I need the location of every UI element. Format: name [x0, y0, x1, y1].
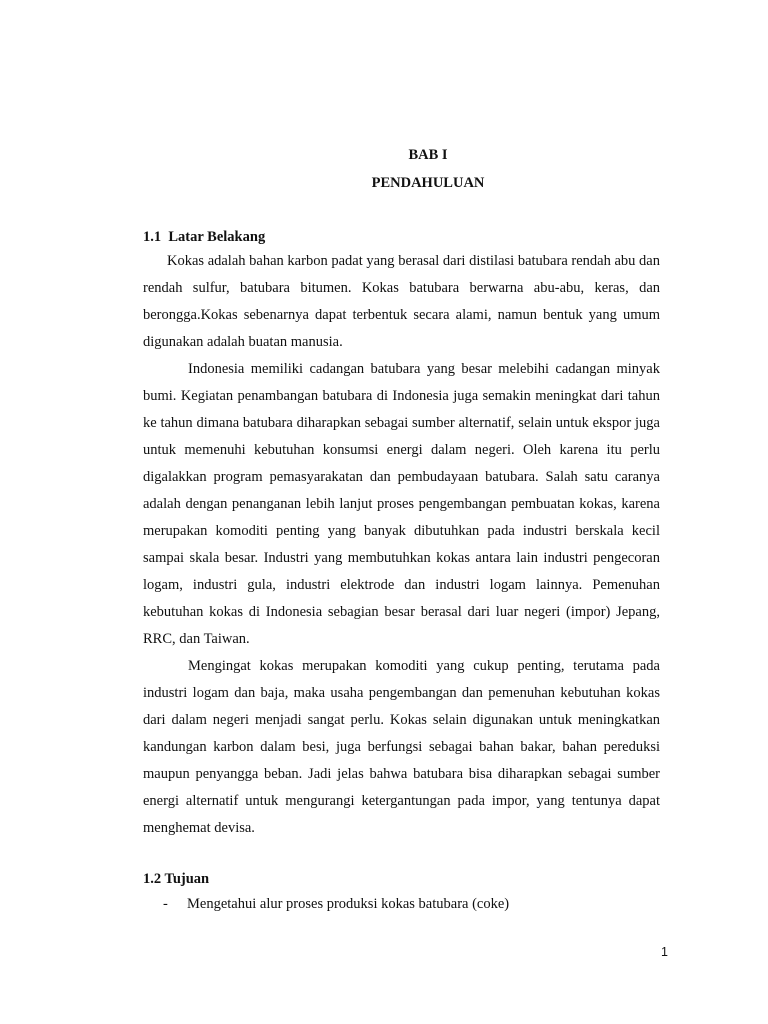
chapter-number: BAB I — [408, 147, 448, 163]
chapter-title: PENDAHULUAN — [371, 175, 485, 191]
paragraph-3: Mengingat kokas merupakan komoditi yang cukup penting, terutama pada industri logam dan baja, maka usaha pengembangan dan pemenuhan kebutuhan kokas dari dalam negeri menjadi sangat perlu. Kokas selain digunakan untuk meningkatkan kandungan karbon dalam besi, juga berfungsi sebagai bahan bakar, bahan pereduksi maupun penyangga beban. Jadi jelas bahwa batubara bisa diharapkan sebagai sumber energi alternatif untuk mengurangi ketergantungan pada impor, yang tentunya dapat menghemat devisa. — [143, 658, 660, 836]
page-number: 1 — [661, 945, 668, 959]
bullet-dash: - — [163, 896, 168, 912]
paragraph-2: Indonesia memiliki cadangan batubara yang besar melebihi cadangan minyak bumi. Kegiatan penambangan batubara di Indonesia juga semakin meningkat dari tahun ke tahun dimana batubara diharapkan sebagai sumber alternatif, selain untuk ekspor juga untuk memenuhi kebutuhan konsumsi energi dalam negeri. Oleh karena itu perlu digalakkan program pemasyarakatan dan pembudayaan batubara. Salah satu caranya adalah dengan penanganan lebih lanjut proses pengembangan pembuatan kokas, karena merupakan komoditi penting yang banyak dibutuhkan pada industri berskala kecil sampai skala besar. Industri yang membutuhkan kokas antara lain industri pengecoran logam, industri gula, industri elektrode dan industri logam lainnya. Pemenuhan kebutuhan kokas di Indonesia sebagian besar berasal dari luar negeri (impor) Jepang, RRC, dan Taiwan. — [143, 361, 660, 647]
paragraph-1: Kokas adalah bahan karbon padat yang berasal dari distilasi batubara rendah abu dan rendah sulfur, batubara bitumen. Kokas batubara berwarna abu-abu, keras, dan berongga.Kokas sebenarnya dapat terbentuk secara alami, namun bentuk yang umum digunakan adalah buatan manusia. — [143, 253, 660, 350]
bullet-text: Mengetahui alur proses produksi kokas batubara (coke) — [187, 896, 510, 912]
list-item — [163, 895, 509, 913]
section-heading-tujuan: 1.2 Tujuan — [143, 871, 210, 887]
section-body-latar-belakang — [143, 248, 660, 842]
section-heading-latar-belakang: 1.1 Latar Belakang — [143, 229, 266, 245]
